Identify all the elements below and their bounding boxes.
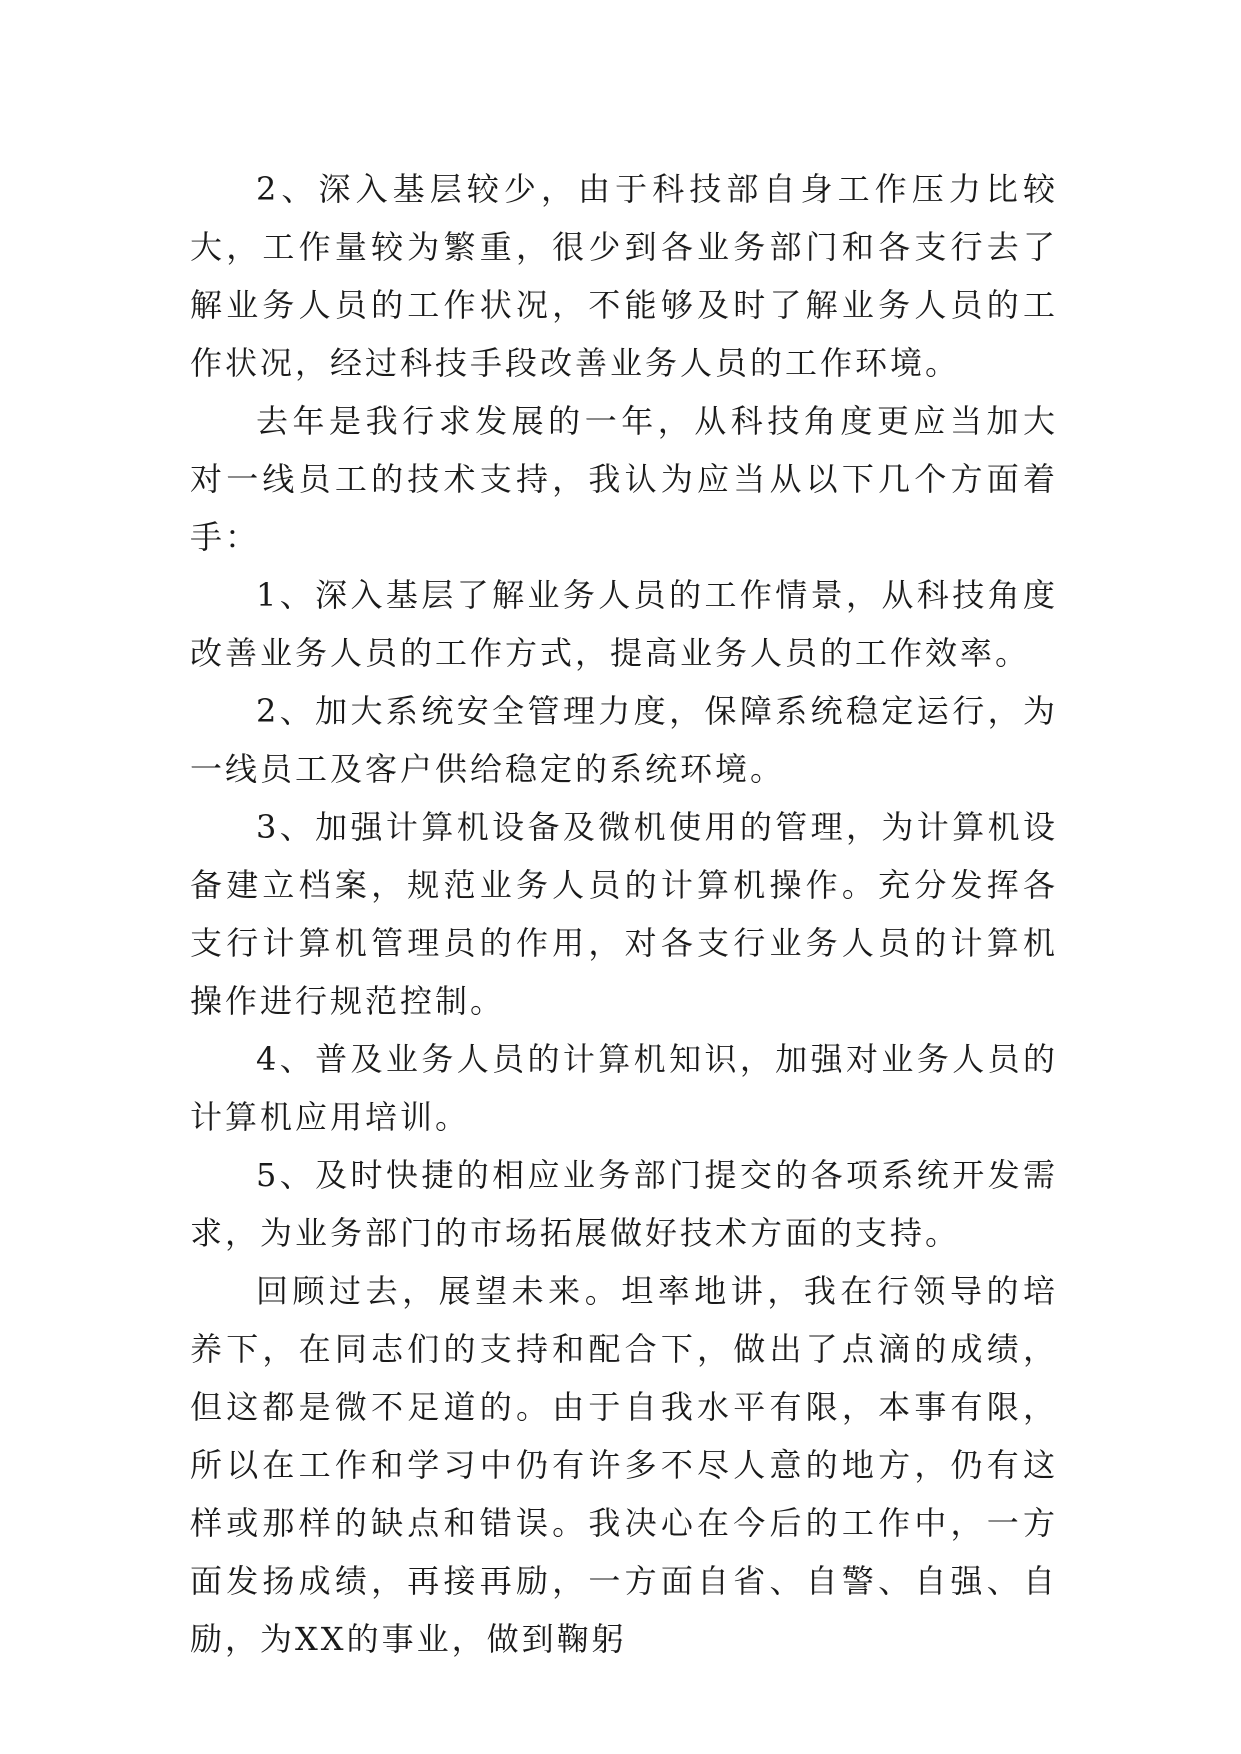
- paragraph-plan-4: 4、普及业务人员的计算机知识，加强对业务人员的计算机应用培训。: [190, 1040, 1058, 1136]
- document-body: [190, 160, 1058, 1668]
- paragraph-item-2-deep-grassroots: 2、深入基层较少，由于科技部自身工作压力比较大，工作量较为繁重，很少到各业务部门和各支行去了解业务人员的工作状况，不能够及时了解业务人员的工作状况，经过科技手段改善业务人员的工作环境。: [190, 170, 1058, 382]
- paragraph-plan-2: 2、加大系统安全管理力度，保障系统稳定运行，为一线员工及客户供给稳定的系统环境。: [190, 692, 1058, 788]
- paragraph-plan-3: 3、加强计算机设备及微机使用的管理，为计算机设备建立档案，规范业务人员的计算机操作。充分发挥各支行计算机管理员的作用，对各支行业务人员的计算机操作进行规范控制。: [190, 808, 1058, 1020]
- paragraph-plan-1: 1、深入基层了解业务人员的工作情景，从科技角度改善业务人员的工作方式，提高业务人员的工作效率。: [190, 576, 1058, 672]
- paragraph-review-future: 回顾过去，展望未来。坦率地讲，我在行领导的培养下，在同志们的支持和配合下，做出了点滴的成绩，但这都是微不足道的。由于自我水平有限，本事有限，所以在工作和学习中仍有许多不尽人意的地方，仍有这样或那样的缺点和错误。我决心在今后的工作中，一方面发扬成绩，再接再励，一方面自省、自警、自强、自励，为XX的事业，做到鞠躬: [190, 1272, 1058, 1658]
- paragraph-plan-5: 5、及时快捷的相应业务部门提交的各项系统开发需求，为业务部门的市场拓展做好技术方面的支持。: [190, 1156, 1058, 1252]
- paragraph-last-year-development: 去年是我行求发展的一年，从科技角度更应当加大对一线员工的技术支持，我认为应当从以下几个方面着手：: [190, 402, 1058, 556]
